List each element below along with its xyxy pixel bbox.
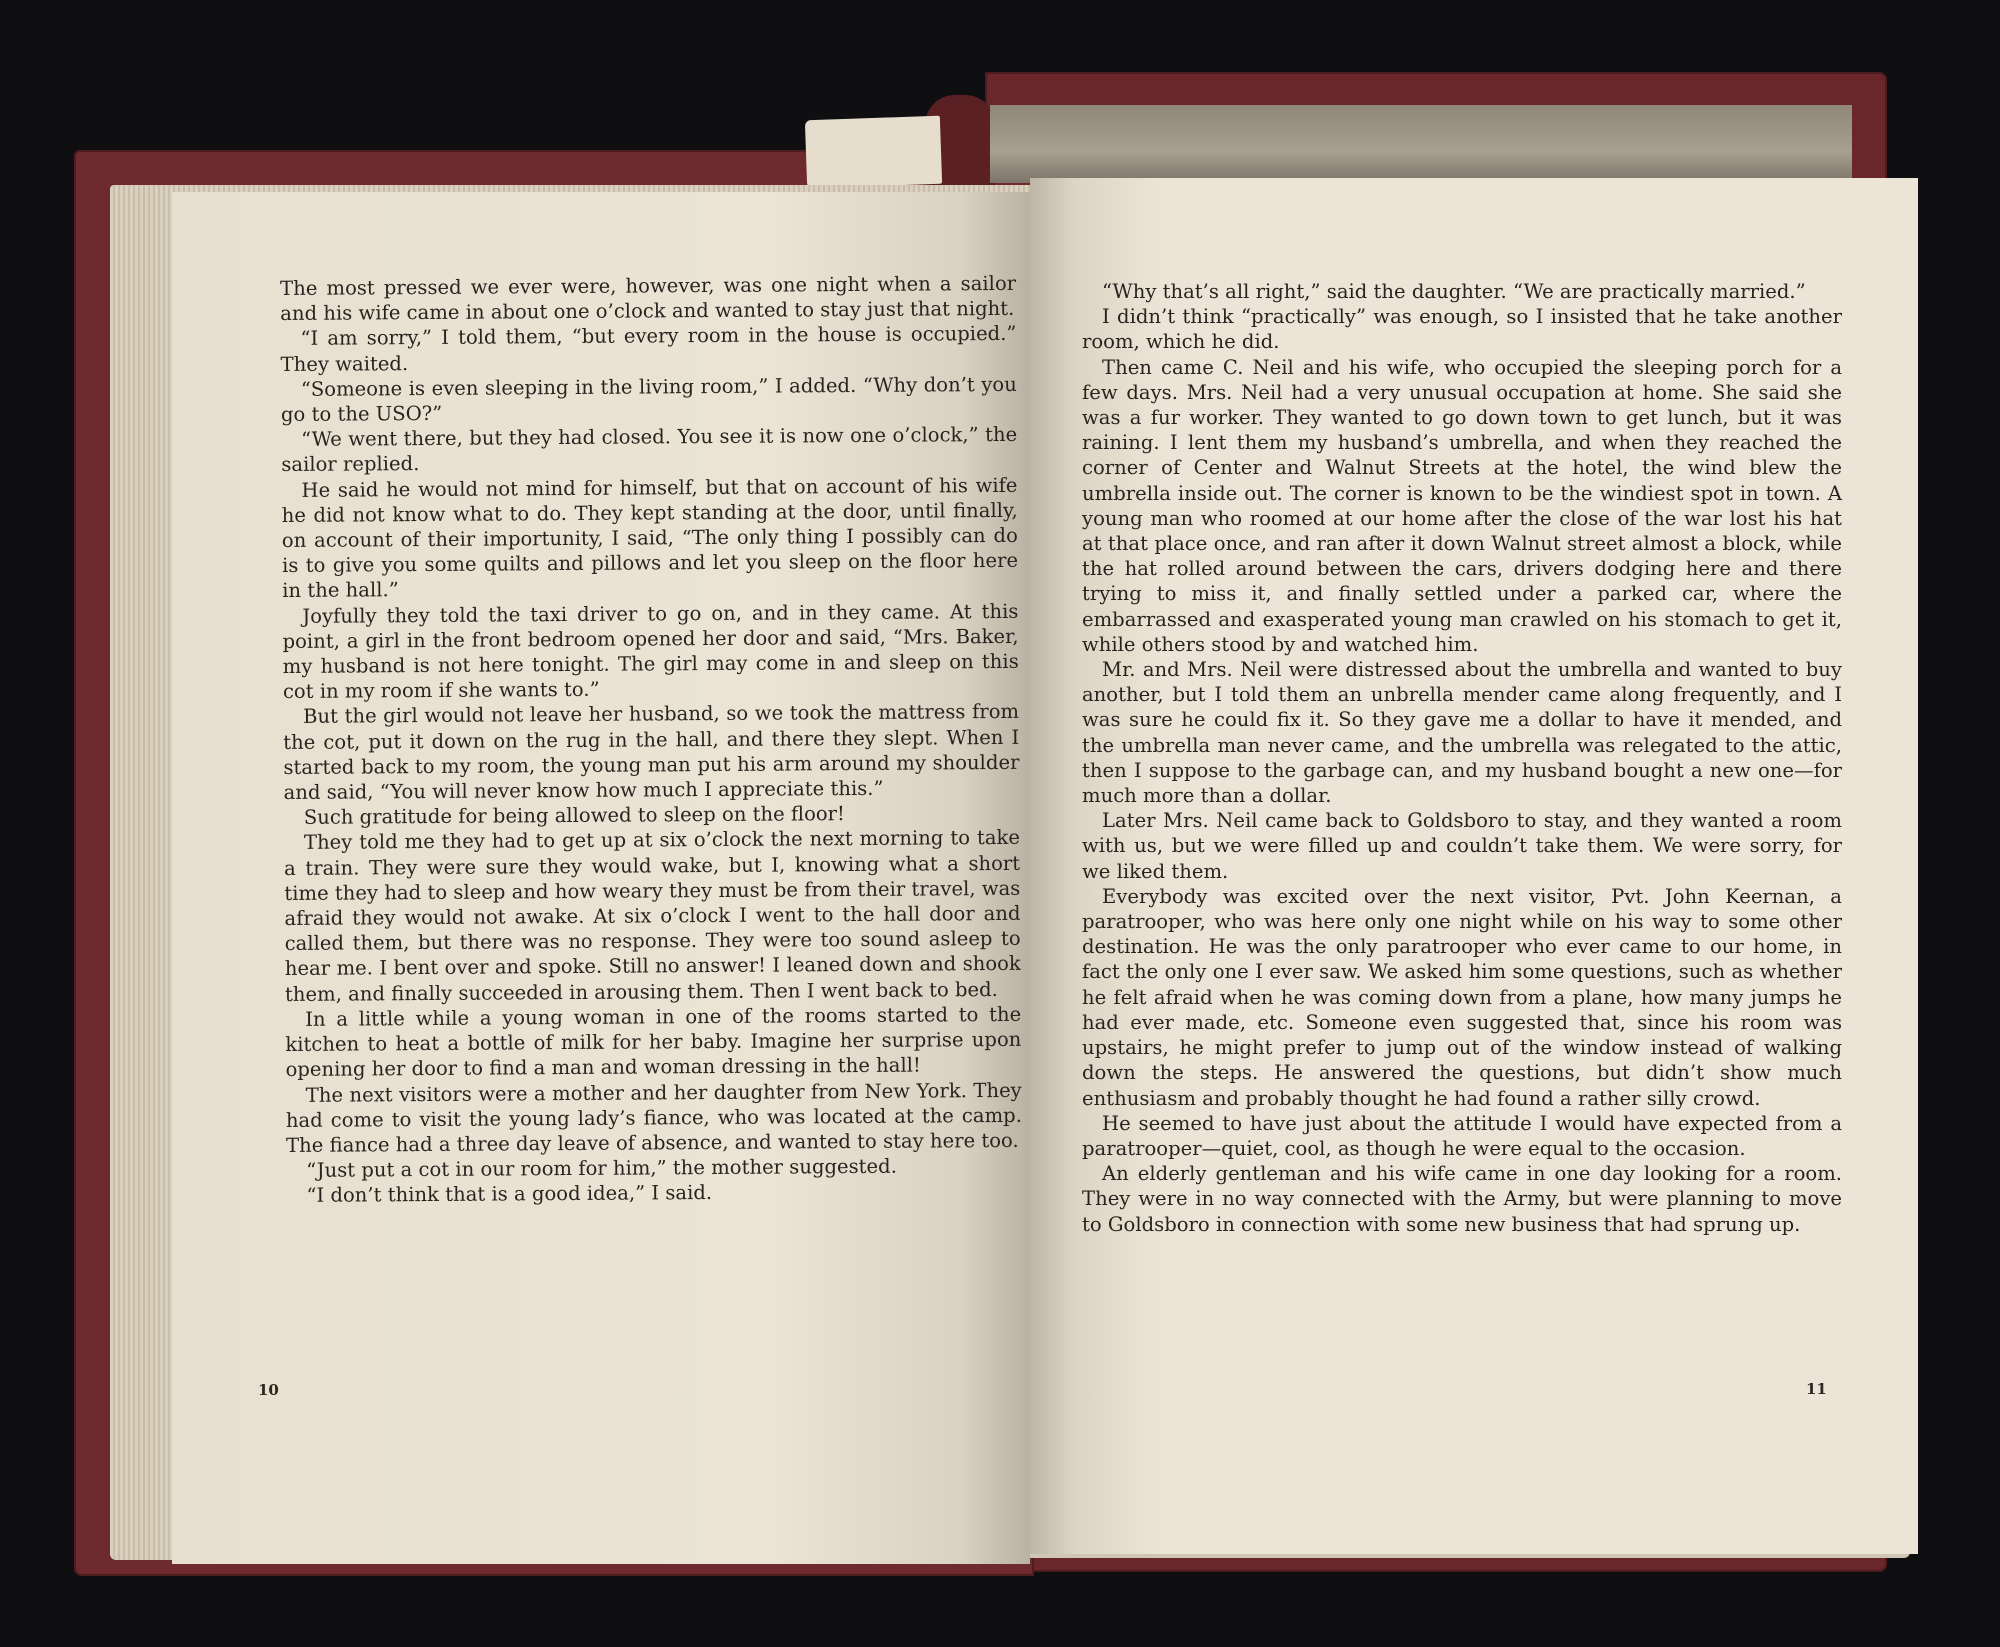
paragraph: “I don’t think that is a good idea,” I said. (306, 1181, 713, 1208)
paragraph: “Someone is even sleeping in the living room,” I added. “Why don’t you go to the USO?” (280, 372, 1017, 427)
bookmark-slip (805, 116, 942, 189)
page-number-left: 10 (258, 1381, 279, 1399)
paragraph: “Why that’s all right,” said the daughter. “We are practically married.” (1102, 280, 1806, 303)
right-page-text (1082, 279, 1842, 1237)
page-number-right: 11 (1806, 1380, 1827, 1398)
paragraph: In a little while a young woman in one of the rooms started to the kitchen to heat a bottle of milk for her baby. Imagine her surprise upon opening her door to find a man and woman dressing in the hall! (285, 1002, 1022, 1082)
paragraph: Mr. and Mrs. Neil were distressed about the umbrella and wanted to buy another, but I told them an unbrella mender came along frequently, and I was sure he could fix it. So they gave me a dollar to have it mended, and the umbrella man never came, and the umbrella was relegated to the attic, then I suppose to the garbage can, and my husband bought a new one—for much more than a dollar. (1082, 658, 1842, 808)
paragraph: I didn’t think “practically” was enough, so I insisted that he take another room, which he did. (1082, 305, 1842, 354)
right-page (1030, 178, 1918, 1554)
paragraph: But the girl would not leave her husband, so we took the mattress from the cot, put it down on the rug in the hall, and there they slept. When I started back to my room, the young man put his arm around my shoulder and said, “You will never know how much I appreciate this.” (283, 700, 1020, 805)
paragraph: An elderly gentleman and his wife came in one day looking for a room. They were in no way connected with the Army, but were planning to move to Goldsboro in connection with some new business that had sprung up. (1082, 1162, 1842, 1236)
paragraph: Then came C. Neil and his wife, who occupied the sleeping porch for a few days. Mrs. Neil had a very unusual occupation at home. She said she was a fur worker. They wanted to go down town to get lunch, but it was raining. I lent them my husband’s umbrella, and when they reached the corner of Center and Walnut Streets at the hotel, the wind blew the umbrella inside out. The corner is known to be the windiest spot in town. A young man who roomed at our home after the close of the war lost his hat at that place once, and ran after it down Walnut street almost a block, while the hat rolled around between the cars, drivers dodging here and there trying to miss it, and finally settled under a parked car, where the embarrassed and exasperated young man crawled on his stomach to get it, while others stood by and watched him. (1082, 355, 1842, 656)
paragraph: The next visitors were a mother and her daughter from New York. They had come to visit the young lady’s fiance, who was located at the camp. The fiance had a three day leave of absence, and wanted to stay here too. (285, 1078, 1022, 1157)
paragraph: The most pressed we ever were, however, was one night when a sailor and his wife came in about one o’clock and wanted to stay just that night. (280, 271, 1017, 326)
left-page (172, 192, 1030, 1564)
left-page-text (280, 271, 1022, 1209)
paragraph: They told me they had to get up at six o’clock the next morning to take a train. They were sure they would wake, but I, knowing what a short time they had to sleep and how weary they must be from their travel, was afraid they would not awake. At six o’clock I went to the hall door and called them, but there was no response. They were too sound asleep to hear me. I bent over and spoke. Still no answer! I leaned down and shook them, and finally succeeded in arousing them. Then I went back to bed. (284, 826, 1021, 1006)
paragraph: Everybody was excited over the next visitor, Pvt. John Keernan, a paratrooper, who was here only one night while on his way to some other destination. He was the only paratrooper who ever came to our home, in fact the only one I ever saw. We asked him some questions, such as whether he felt afraid when he was coming down from a plane, how many jumps he had ever made, etc. Someone even suggested that, since his room was upstairs, he might prefer to jump out of the window instead of walking down the steps. He answered the questions, but didn’t show much enthusiasm and probably thought he had found a rather silly crowd. (1082, 884, 1842, 1110)
paragraph: Joyfully they told the taxi driver to go on, and in they came. At this point, a girl in the front bedroom opened her door and said, “Mrs. Baker, my husband is not here tonight. The girl may come in and sleep on this cot in my room if she wants to.” (282, 599, 1019, 704)
page-block-top-edge (990, 105, 1852, 183)
paragraph: Later Mrs. Neil came back to Goldsboro to stay, and they wanted a room with us, but we were filled up and couldn’t take them. We were sorry, for we liked them. (1082, 809, 1842, 883)
paragraph: “We went there, but they had closed. You see it is now one o’clock,” the sailor replied. (281, 423, 1018, 477)
paragraph: He seemed to have just about the attitude I would have expected from a paratrooper—quiet, cool, as though he were equal to the occasion. (1082, 1111, 1842, 1160)
paragraph: Such gratitude for being allowed to sleep on the floor! (303, 802, 845, 830)
paragraph: “Just put a cot in our room for him,” the mother suggested. (306, 1154, 897, 1182)
paragraph: He said he would not mind for himself, but that on account of his wife he did not know what to do. They kept standing at the door, until finally, on account of their importunity, I said, “The only thing I possibly can do is to give you some quilts and pillows and let you sleep on the floor here in the hall.” (281, 473, 1019, 603)
paragraph: “I am sorry,” I told them, “but every room in the house is occupied.” They waited. (280, 322, 1017, 376)
